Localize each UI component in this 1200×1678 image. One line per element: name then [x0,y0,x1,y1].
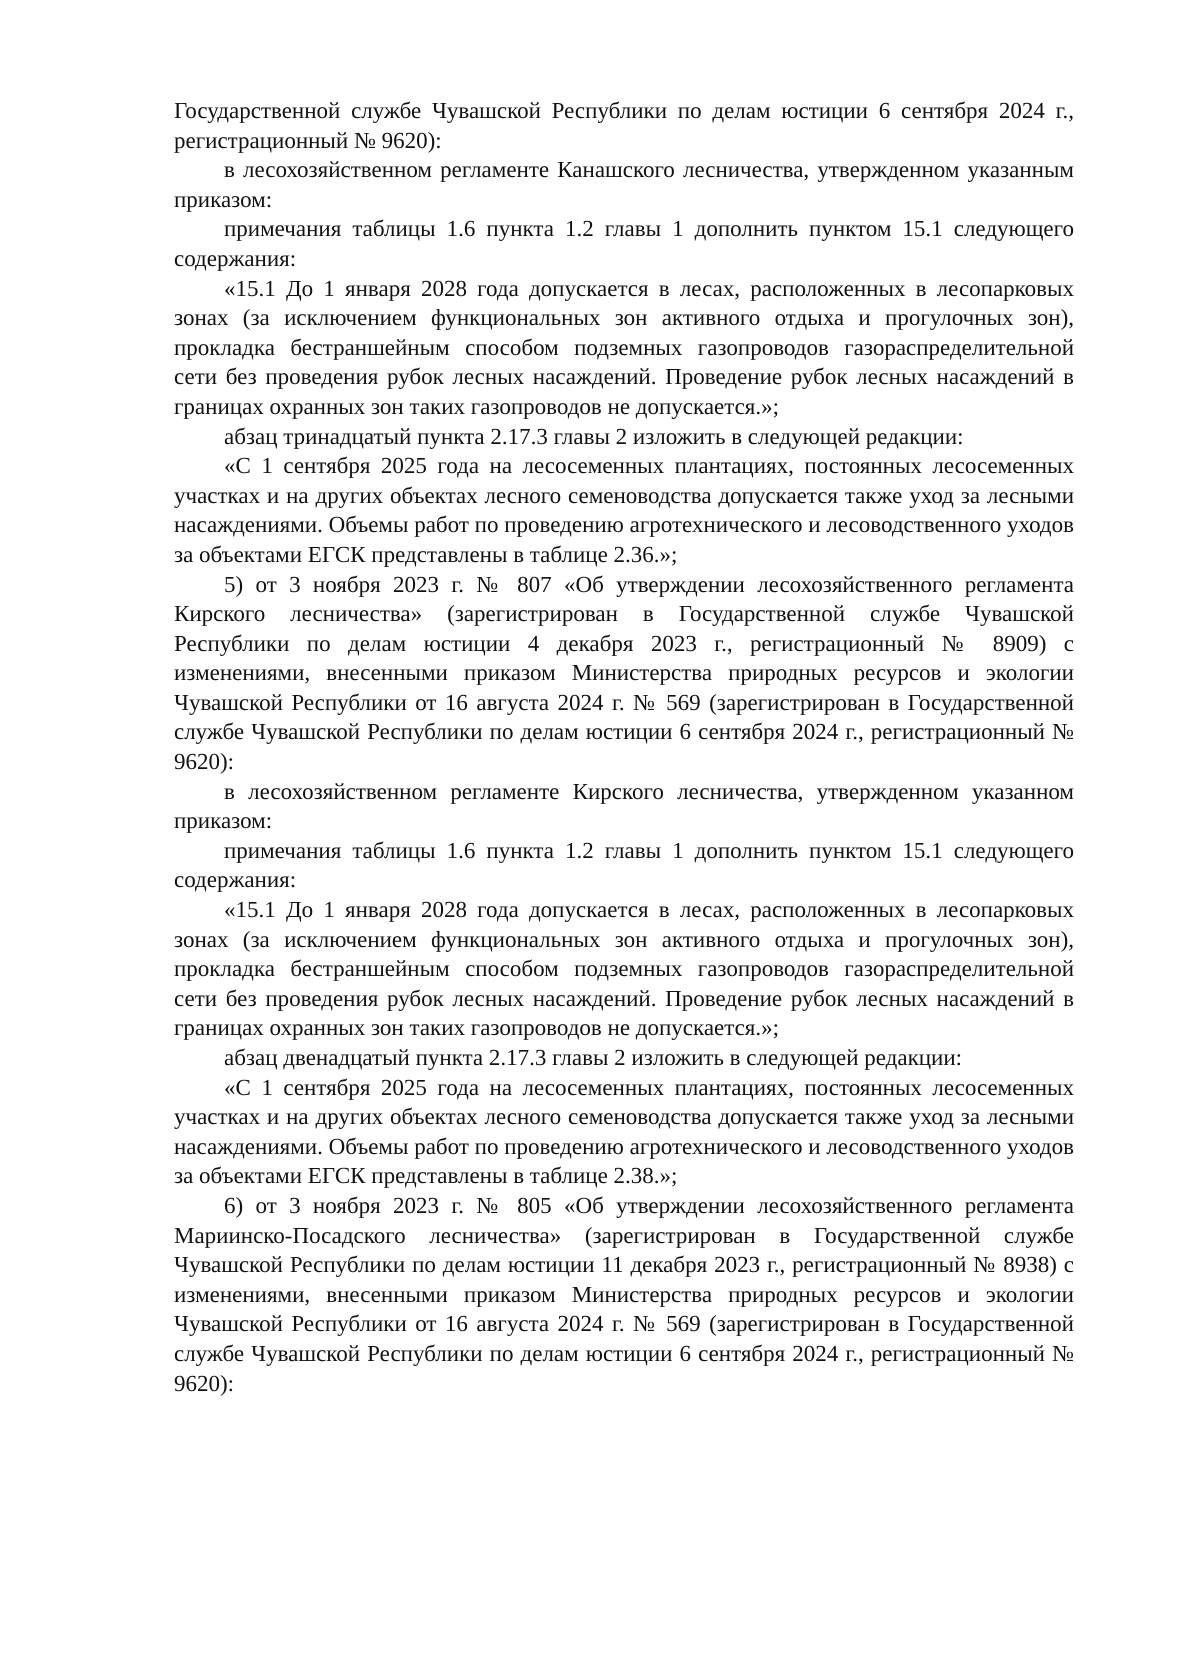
paragraph-abzac-12: абзац двенадцатый пункта 2.17.3 главы 2 изложить в следующей редакции: [224,1045,963,1070]
paragraph-item-5: 5) от 3 ноября 2023 г. № 807 «Об утверждении лесохозяйственного регламента Кирского лесничества» (зарегистрирован в Государственной службе Чувашской Республики по делам юстиции 4 декабря 2023 г., регистрационный № 8909) с изменениями, внесенными приказом Министерства природных ресурсов и экологии Чувашской Республики от 16 августа 2024 г. № 569 (зарегистрирован в Государственной службе Чувашской Республики по делам юстиции 6 сентября 2024 г., регистрационный № 9620): [174,571,1074,775]
paragraph-quote-15-1: «15.1 До 1 января 2028 года допускается в лесах, расположенных в лесопарковых зонах (за исключением функциональных зон активного отдыха и прогулочных зон), прокладка бестраншейным способом подземных газопроводов газораспределительной сети без проведения рубок лесных насаждений. Проведение рубок лесных насаждений в границах охранных зон таких газопроводов не допускается.»; [174,275,1074,419]
paragraph-quote-15-1-2: «15.1 До 1 января 2028 года допускается в лесах, расположенных в лесопарковых зонах (за исключением функциональных зон активного отдыха и прогулочных зон), прокладка бестраншейным способом подземных газопроводов газораспределительной сети без проведения рубок лесных насаждений. Проведение рубок лесных насаждений в границах охранных зон таких газопроводов не допускается.»; [174,897,1074,1041]
paragraph-kirsk-regulation: в лесохозяйственном регламенте Кирского лесничества, утвержденном указанном приказом: [174,778,1074,834]
paragraph-quote-seed-plantations: «С 1 сентября 2025 года на лесосеменных плантациях, постоянных лесосеменных участках и на других объектах лесного семеноводства допускается также уход за лесными насаждениями. Объемы работ по проведению агротехнического и лесоводственного уходов за объектами ЕГСК представлены в таблице 2.36.»; [174,453,1074,567]
paragraph-abzac-13: абзац тринадцатый пункта 2.17.3 главы 2 изложить в следующей редакции: [224,423,964,449]
paragraph-kanash-regulation: в лесохозяйственном регламенте Канашского лесничества, утвержденном указанным приказом: [174,157,1074,212]
paragraph-quote-seed-plantations-2: «С 1 сентября 2025 года на лесосеменных плантациях, постоянных лесосеменных участках и на других объектах лесного семеноводства допускается также уход за лесными насаждениями. Объемы работ по проведению агротехнического и лесоводственного уходов за объектами ЕГСК представлены в таблице 2.38.»; [174,1074,1074,1189]
paragraph-table-note-amendment: примечания таблицы 1.6 пункта 1.2 главы 1 дополнить пунктом 15.1 следующего содержания: [174,216,1074,271]
paragraph-item-6: 6) от 3 ноября 2023 г. № 805 «Об утверждении лесохозяйственного регламента Мариинско-Посадского лесничества» (зарегистрирован в Государственной службе Чувашской Республики по делам юстиции 11 декабря 2023 г., регистрационный № 8938) с изменениями, внесенными приказом Министерства природных ресурсов и экологии Чувашской Республики от 16 августа 2024 г. № 569 (зарегистрирован в Государственной службе Чувашской Республики по делам юстиции 6 сентября 2024 г., регистрационный № 9620): [174,1192,1074,1396]
paragraph-table-note-amendment-2: примечания таблицы 1.6 пункта 1.2 главы 1 дополнить пунктом 15.1 следующего содержания: [174,837,1074,893]
document-body [174,96,1074,1398]
paragraph-continuation: Государственной службе Чувашской Республики по делам юстиции 6 сентября 2024 г., регистрационный № 9620): [174,98,1074,153]
